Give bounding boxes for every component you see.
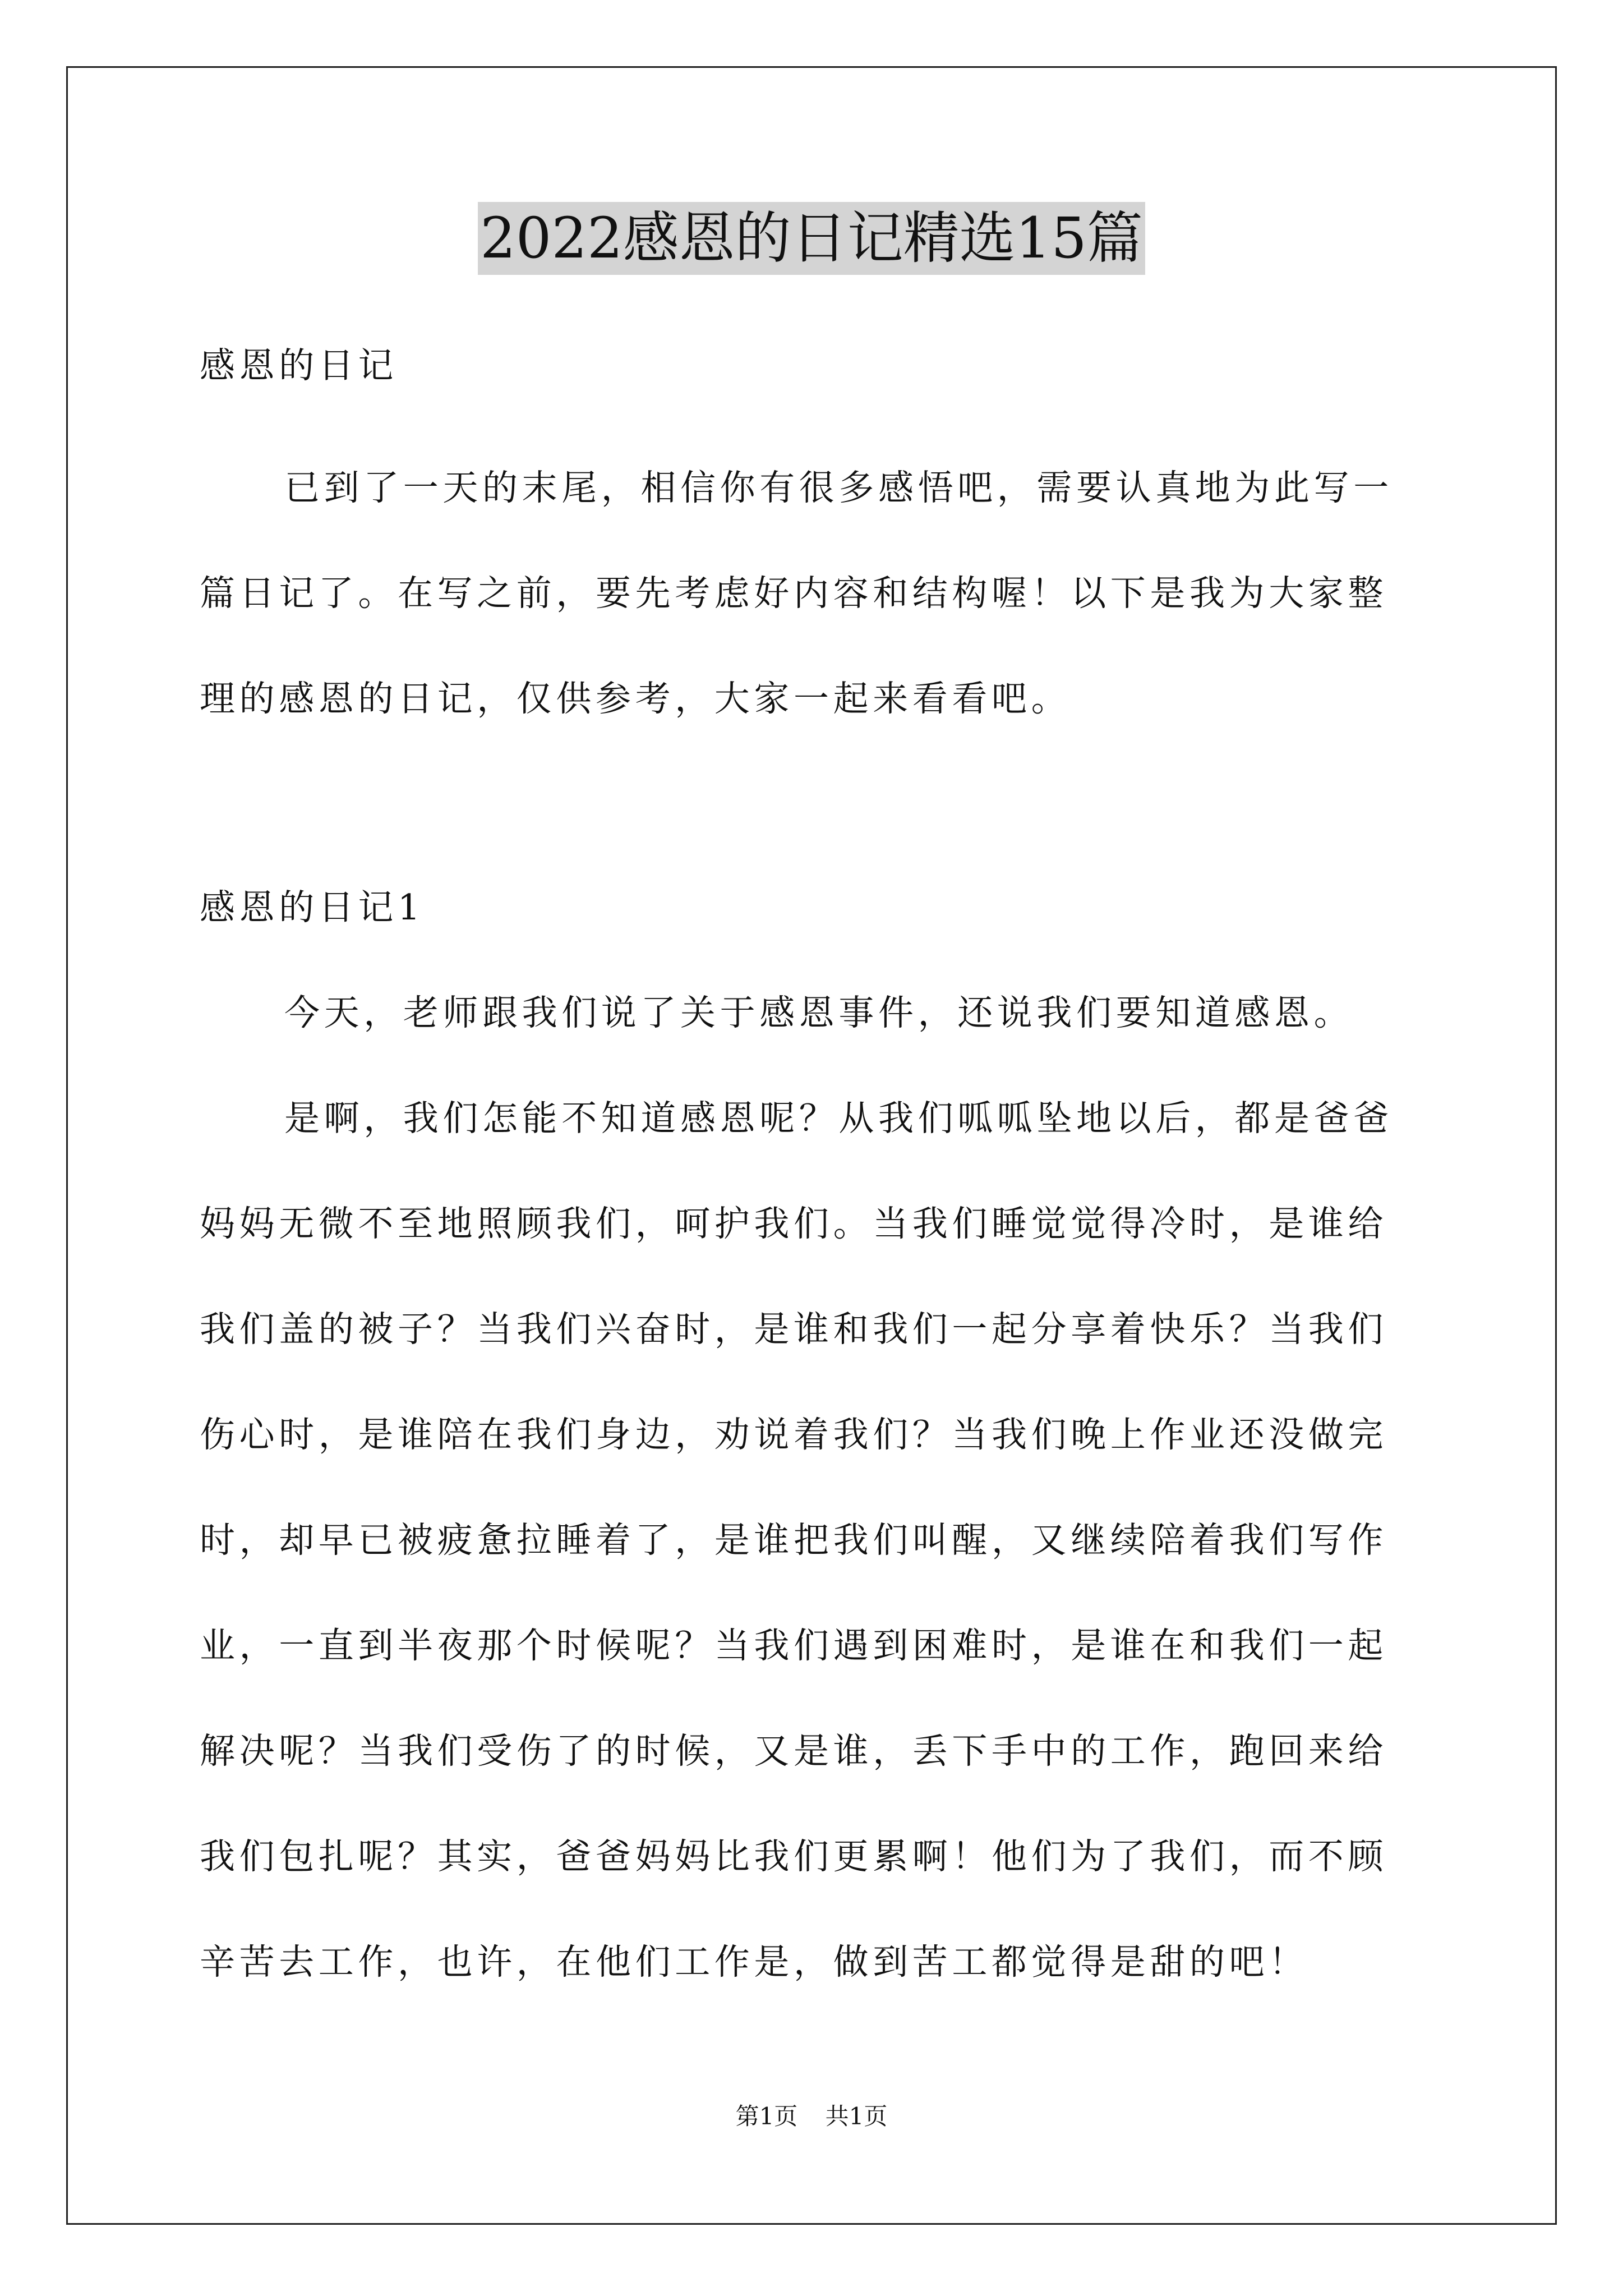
paragraph-line: 辛苦去工作，也许，在他们工作是，做到苦工都觉得是甜的吧！ <box>200 1941 1308 1982</box>
paragraph-line: 是啊，我们怎能不知道感恩呢？从我们呱呱坠地以后，都是爸爸 <box>284 1098 1393 1139</box>
page-footer <box>0 2102 1623 2131</box>
page-border <box>66 66 1557 2225</box>
paragraph-line: 我们盖的被子？当我们兴奋时，是谁和我们一起分享着快乐？当我们 <box>200 1309 1387 1350</box>
page-number: 第1页 <box>735 2102 798 2130</box>
paragraph-line: 业，一直到半夜那个时候呢？当我们遇到困难时，是谁在和我们一起 <box>200 1625 1387 1666</box>
paragraph-line: 妈妈无微不至地照顾我们，呵护我们。当我们睡觉觉得冷时，是谁给 <box>200 1203 1387 1244</box>
intro-line: 理的感恩的日记，仅供参考，大家一起来看看吧。 <box>200 678 1071 719</box>
document-title-block <box>0 202 1623 275</box>
paragraph-line: 伤心时，是谁陪在我们身边，劝说着我们？当我们晚上作业还没做完 <box>200 1414 1387 1455</box>
intro-line: 篇日记了。在写之前，要先考虑好内容和结构喔！以下是我为大家整 <box>200 573 1387 614</box>
document-title: 2022感恩的日记精选15篇 <box>478 202 1145 275</box>
paragraph-line: 今天，老师跟我们说了关于感恩事件，还说我们要知道感恩。 <box>284 992 1354 1033</box>
page-total: 共1页 <box>825 2102 888 2130</box>
intro-heading: 感恩的日记 <box>200 345 398 386</box>
section-heading: 感恩的日记1 <box>200 887 425 928</box>
paragraph-line: 时，却早已被疲惫拉睡着了，是谁把我们叫醒，又继续陪着我们写作 <box>200 1520 1387 1561</box>
paragraph-line: 我们包扎呢？其实，爸爸妈妈比我们更累啊！他们为了我们，而不顾 <box>200 1836 1387 1877</box>
paragraph-line: 解决呢？当我们受伤了的时候，又是谁，丢下手中的工作，跑回来给 <box>200 1731 1387 1772</box>
intro-line: 已到了一天的末尾，相信你有很多感悟吧，需要认真地为此写一 <box>284 467 1393 508</box>
